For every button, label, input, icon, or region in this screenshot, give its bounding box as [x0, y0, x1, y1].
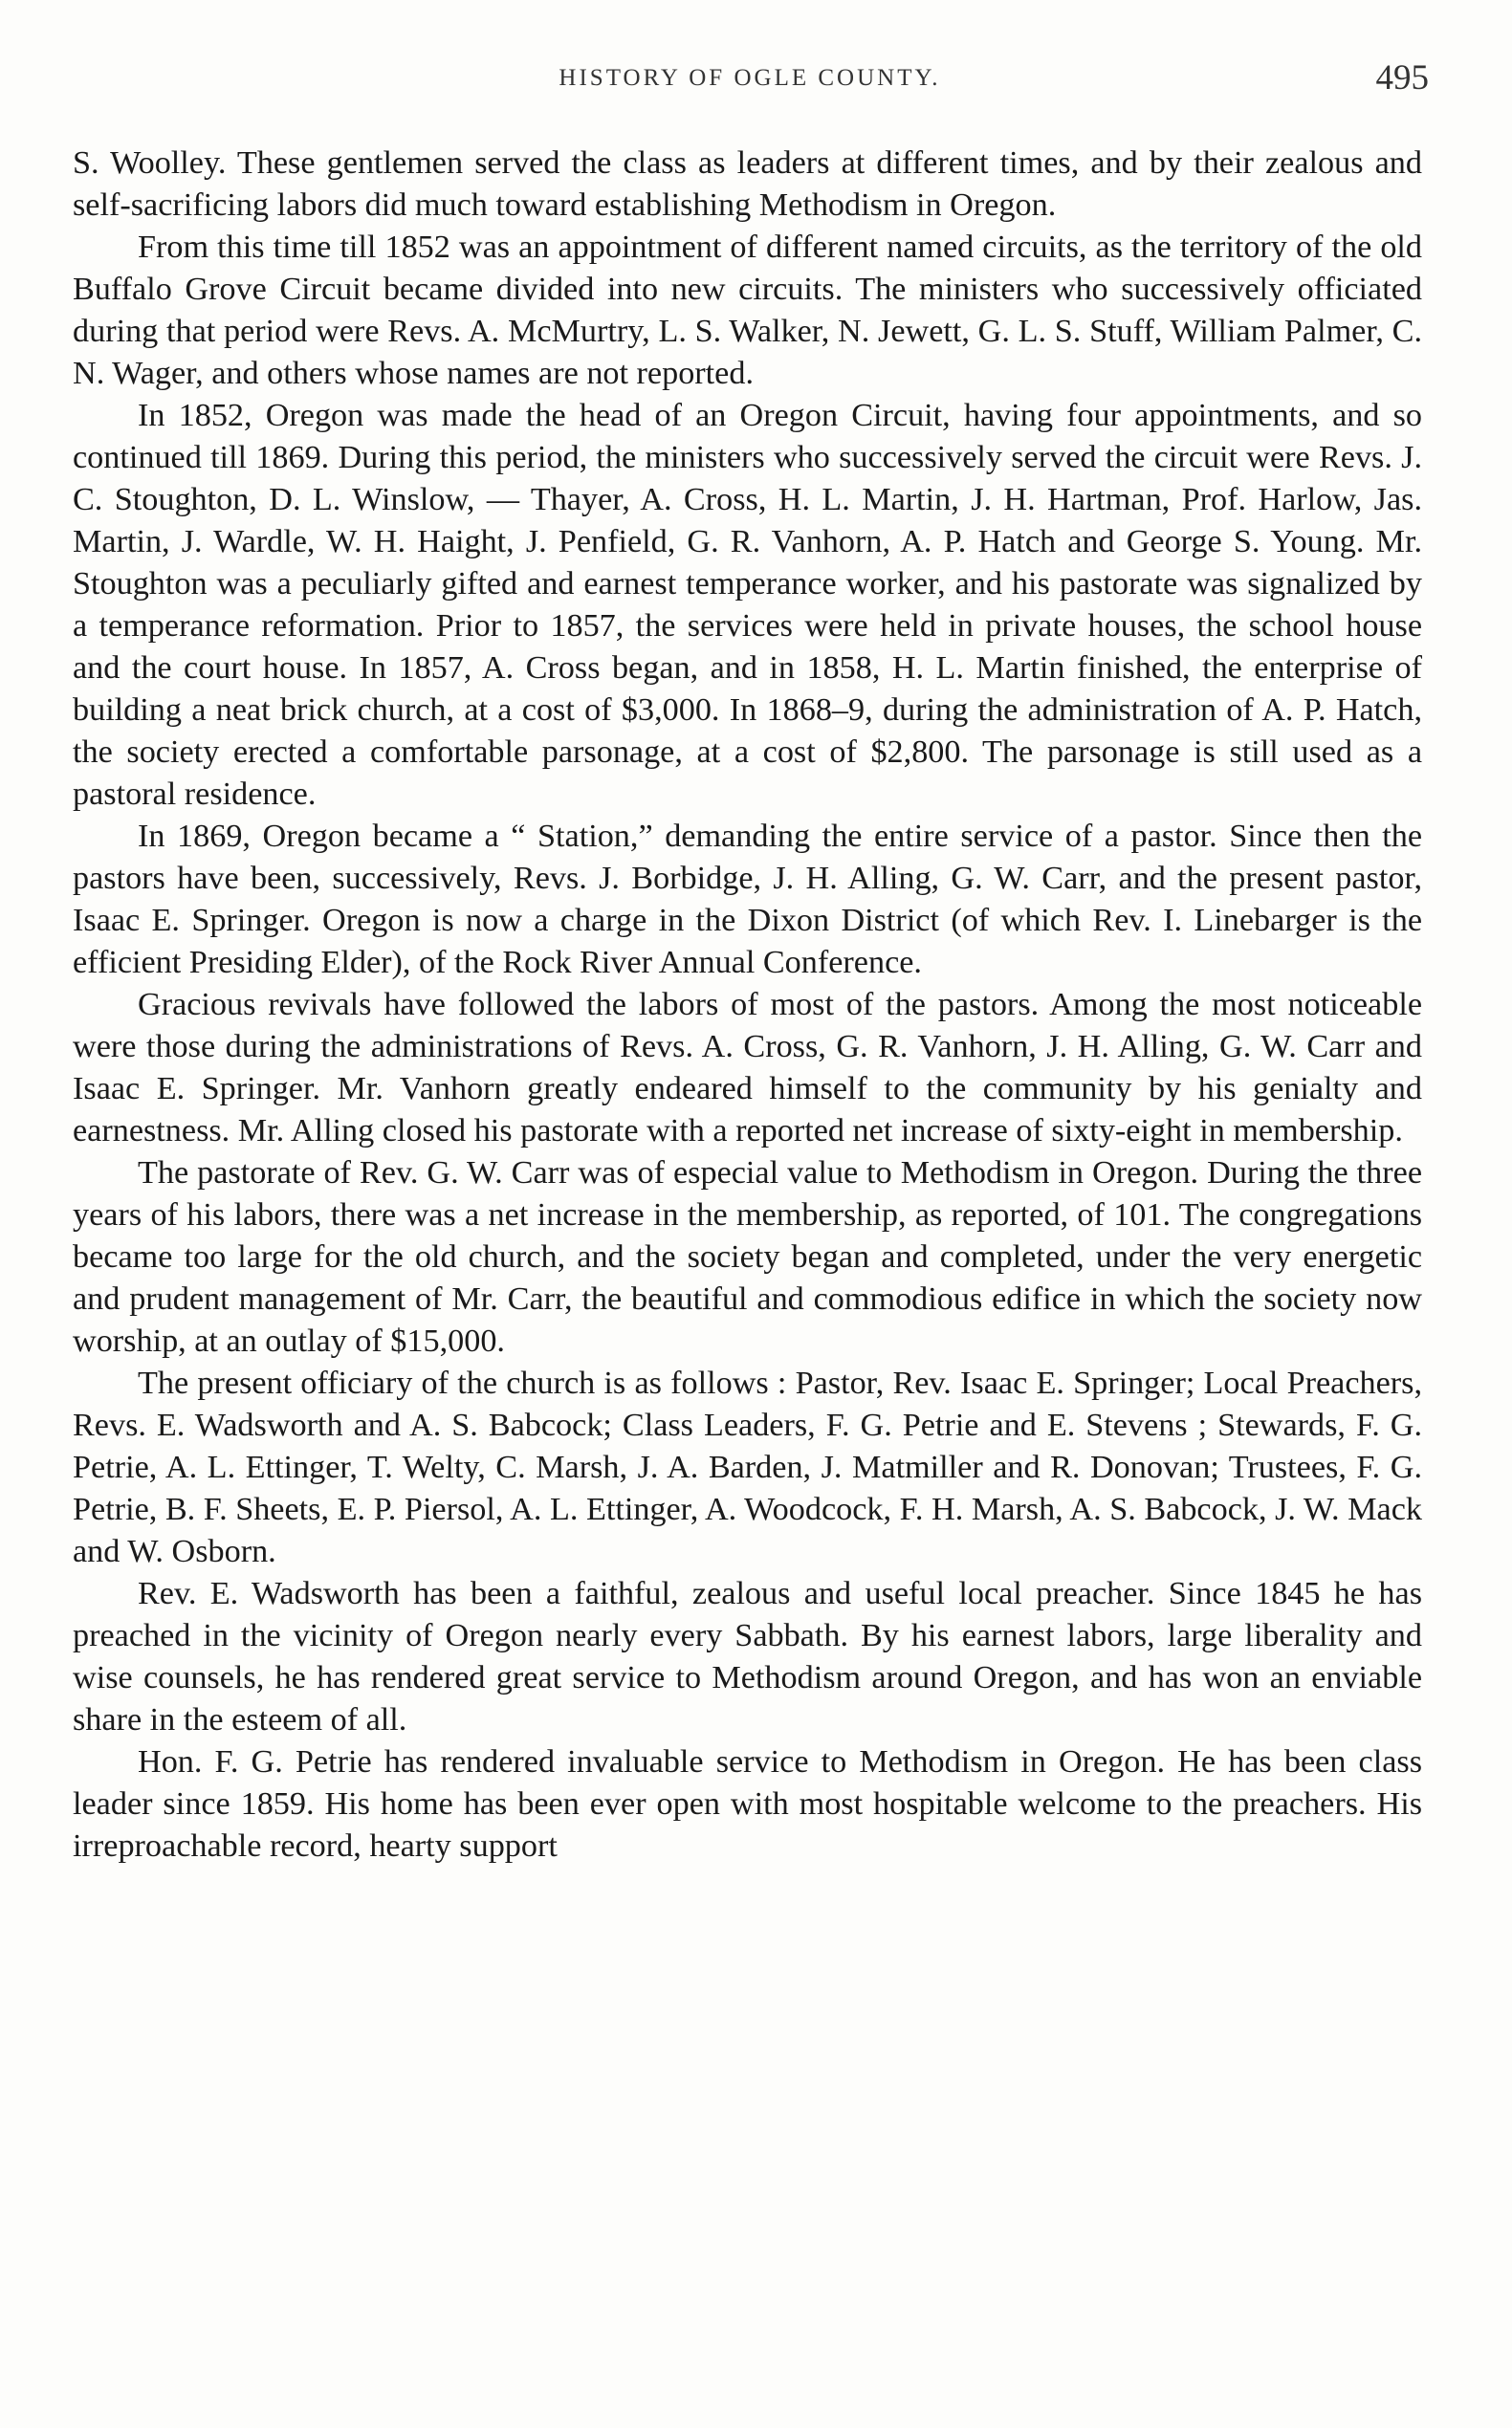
paragraph-continued: S. Woolley. These gentlemen served the class as leaders at different times, and by their zealous and self-sacrificing labors did much toward establishing Methodism in Oregon.	[73, 145, 1422, 223]
paragraph: Rev. E. Wadsworth has been a faithful, zealous and useful local preacher. Since 1845 he has preached in the vicinity of Oregon nearly every Sabbath. By his earnest labors, large liberality and wise counsels, he has rendered great service to Methodism around Oregon, and has won an enviable share in the esteem of all.	[73, 1576, 1422, 1738]
paragraph: The pastorate of Rev. G. W. Carr was of especial value to Methodism in Oregon. During the three years of his labors, there was a net increase in the membership, as reported, of 101. The congregations became too large for the old church, and the society began and completed, under the very energetic and prudent management of Mr. Carr, the beautiful and commodious edifice in which the society now worship, at an outlay of $15,000.	[73, 1155, 1422, 1359]
running-title: HISTORY OF OGLE COUNTY.	[559, 65, 941, 91]
paragraph: In 1852, Oregon was made the head of an Oregon Circuit, having four appointments, and so continued till 1869. During this period, the ministers who successively served the circuit were Revs. J. C. Stoughton, D. L. Winslow, — Thayer, A. Cross, H. L. Martin, J. H. Hartman, Prof. Harlow, Jas. Martin, J. Wardle, W. H. Haight, J. Penfield, G. R. Vanhorn, A. P. Hatch and George S. Young. Mr. Stoughton was a peculiarly gifted and earnest temperance worker, and his pastorate was signalized by a temperance reformation. Prior to 1857, the services were held in private houses, the school house and the court house. In 1857, A. Cross began, and in 1858, H. L. Martin finished, the enterprise of building a neat brick church, at a cost of $3,000. In 1868–9, during the administration of A. P. Hatch, the society erected a comfortable parsonage, at a cost of $2,800. The parsonage is still used as a pastoral residence.	[73, 398, 1422, 812]
paragraph: The present officiary of the church is as follows : Pastor, Rev. Isaac E. Springer; Local Preachers, Revs. E. Wadsworth and A. S. Babcock; Class Leaders, F. G. Petrie and E. Stevens ; Stewards, F. G. Petrie, A. L. Ettinger, T. Welty, C. Marsh, J. A. Barden, J. Matmiller and R. Donovan; Trustees, F. G. Petrie, B. F. Sheets, E. P. Piersol, A. L. Ettinger, A. Woodcock, F. H. Marsh, A. S. Babcock, J. W. Mack and W. Osborn.	[73, 1366, 1422, 1569]
body-text	[73, 142, 1422, 1868]
paragraph: In 1869, Oregon became a “ Station,” demanding the entire service of a pastor. Since then the pastors have been, successively, Revs. J. Borbidge, J. H. Alling, G. W. Carr, and the present pastor, Isaac E. Springer. Oregon is now a charge in the Dixon District (of which Rev. I. Linebarger is the efficient Presiding Elder), of the Rock River Annual Conference.	[73, 819, 1422, 980]
paragraph: From this time till 1852 was an appointment of different named circuits, as the territory of the old Buffalo Grove Circuit became divided into new circuits. The ministers who successively officiated during that period were Revs. A. McMurtry, L. S. Walker, N. Jewett, G. L. S. Stuff, William Palmer, C. N. Wager, and others whose names are not reported.	[73, 230, 1422, 391]
running-head	[71, 57, 1429, 105]
paragraph: Hon. F. G. Petrie has rendered invaluable service to Methodism in Oregon. He has been class leader since 1859. His home has been ever open with most hospitable welcome to the preachers. His irreproachable record, hearty support	[73, 1744, 1422, 1864]
paragraph: Gracious revivals have followed the labors of most of the pastors. Among the most noticeable were those during the administrations of Revs. A. Cross, G. R. Vanhorn, J. H. Alling, G. W. Carr and Isaac E. Springer. Mr. Vanhorn greatly endeared himself to the community by his genialty and earnestness. Mr. Alling closed his pastorate with a reported net increase of sixty-eight in membership.	[73, 987, 1422, 1148]
page-number: 495	[1375, 58, 1429, 98]
